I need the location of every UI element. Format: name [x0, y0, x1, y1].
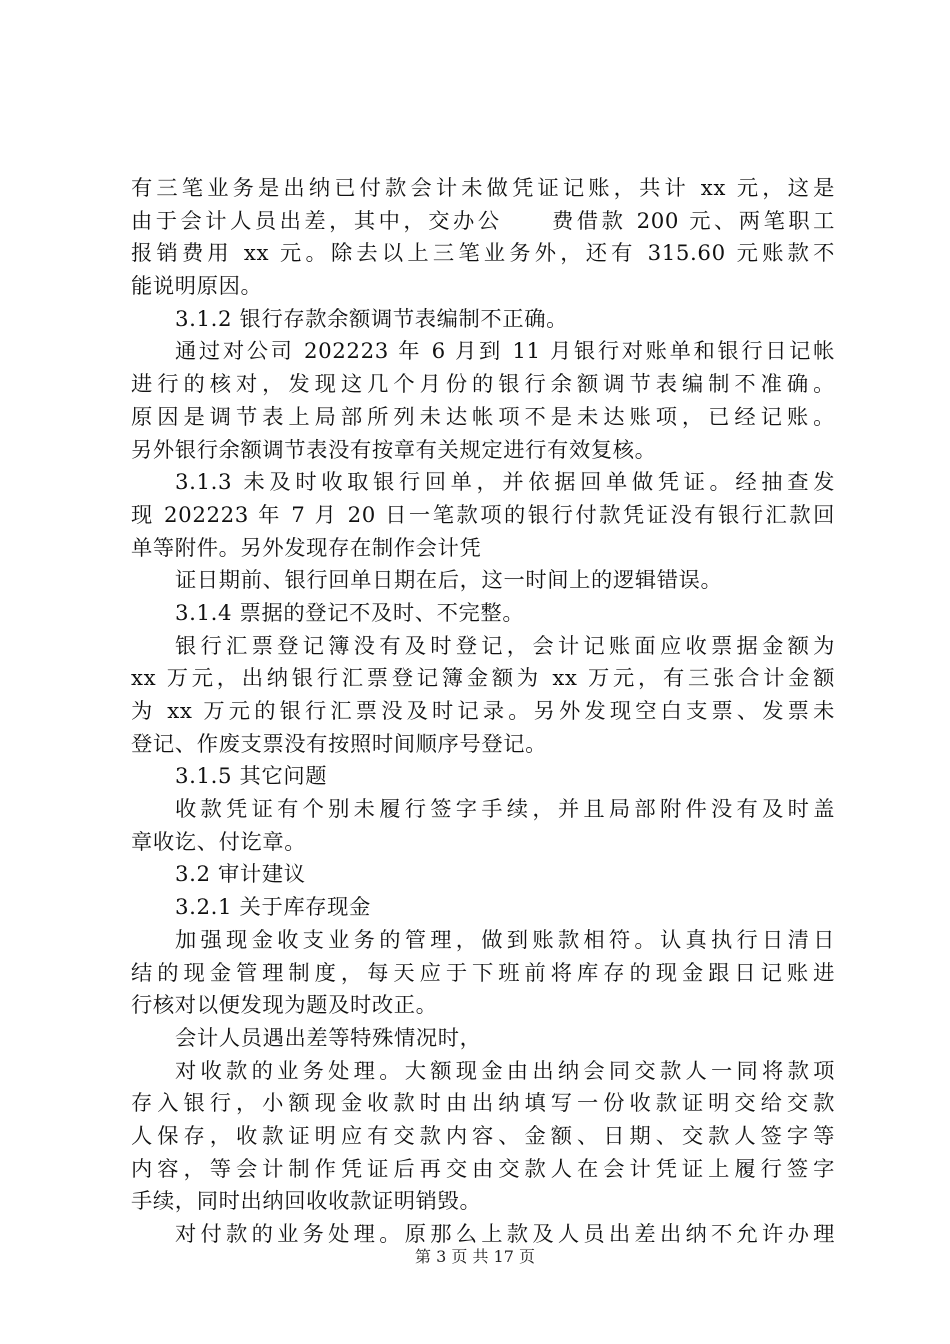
text-line: 现 202223 年 7 月 20 日一笔款项的银行付款凭证没有银行汇款回	[131, 502, 835, 528]
text-line: 收款凭证有个别未履行签字手续，并且局部附件没有及时盖	[175, 797, 835, 823]
section-heading: 3.1.3 未及时收取银行回单，并依据回单做凭证。经抽查发	[175, 470, 835, 496]
text-line: 对收款的业务处理。大额现金由出纳会同交款人一同将款项	[175, 1058, 835, 1084]
section-heading: 3.2.1 关于库存现金	[175, 895, 371, 921]
text-line: 内容，等会计制作凭证后再交由交款人在会计凭证上履行签字	[131, 1156, 835, 1182]
page-number: 第 3 页 共 17 页	[415, 1247, 535, 1266]
page-footer	[0, 1244, 950, 1267]
text-line: 会计人员遇出差等特殊情况时，	[175, 1025, 482, 1051]
text-line: 存入银行，小额现金收款时由出纳填写一份收款证明交给交款	[131, 1091, 835, 1117]
section-heading: 3.1.2 银行存款余额调节表编制不正确。	[175, 306, 569, 332]
text-line: 章收讫、付讫章。	[131, 829, 307, 855]
text-line: 对付款的业务处理。原那么上款及人员出差出纳不允许办理	[175, 1222, 835, 1247]
text-line: 能说明原因。	[131, 274, 263, 300]
text-line: 登记、作废支票没有按照时间顺序号登记。	[131, 731, 548, 757]
section-heading: 3.2 审计建议	[175, 862, 306, 888]
text-line: 人保存，收款证明应有交款内容、金额、日期、交款人签字等	[131, 1123, 835, 1149]
text-line: 通过对公司 202223 年 6 月到 11 月银行对账单和银行日记帐	[175, 339, 835, 365]
text-line: 证日期前、银行回单日期在后，这一时间上的逻辑错误。	[175, 568, 723, 594]
text-line: 银行汇票登记簿没有及时登记，会计记账面应收票据金额为	[175, 633, 835, 659]
text-line: 原因是调节表上局部所列未达帐项不是未达账项，已经记账。	[131, 404, 835, 430]
text-line: 报销费用 xx 元。除去以上三笔业务外，还有 315.60 元账款不	[131, 241, 835, 267]
text-line: 手续，同时出纳回收收款证明销毁。	[131, 1189, 482, 1215]
section-heading: 3.1.4 票据的登记不及时、不完整。	[175, 600, 525, 626]
text-line: 加强现金收支业务的管理，做到账款相符。认真执行日清日	[175, 927, 835, 953]
text-line: 有三笔业务是出纳已付款会计未做凭证记账，共计 xx 元，这是	[131, 176, 835, 201]
text-line: 进行的核对，发现这几个月份的银行余额调节表编制不准确。	[131, 372, 835, 398]
text-line: 由于会计人员出差，其中，交办公 费借款 200 元、两笔职工	[131, 208, 835, 234]
document-body	[131, 173, 835, 1252]
text-line: 结的现金管理制度，每天应于下班前将库存的现金跟日记账进	[131, 960, 835, 986]
text-line: xx 万元，出纳银行汇票登记簿金额为 xx 万元，有三张合计金额	[131, 666, 835, 692]
text-line: 单等附件。另外发现存在制作会计凭	[131, 535, 482, 561]
section-heading: 3.1.5 其它问题	[175, 764, 328, 790]
text-line: 另外银行余额调节表没有按章有关规定进行有效复核。	[131, 437, 657, 463]
text-line: 行核对以便发现为题及时改正。	[131, 993, 438, 1019]
text-line: 为 xx 万元的银行汇票没及时记录。另外发现空白支票、发票未	[131, 699, 835, 724]
